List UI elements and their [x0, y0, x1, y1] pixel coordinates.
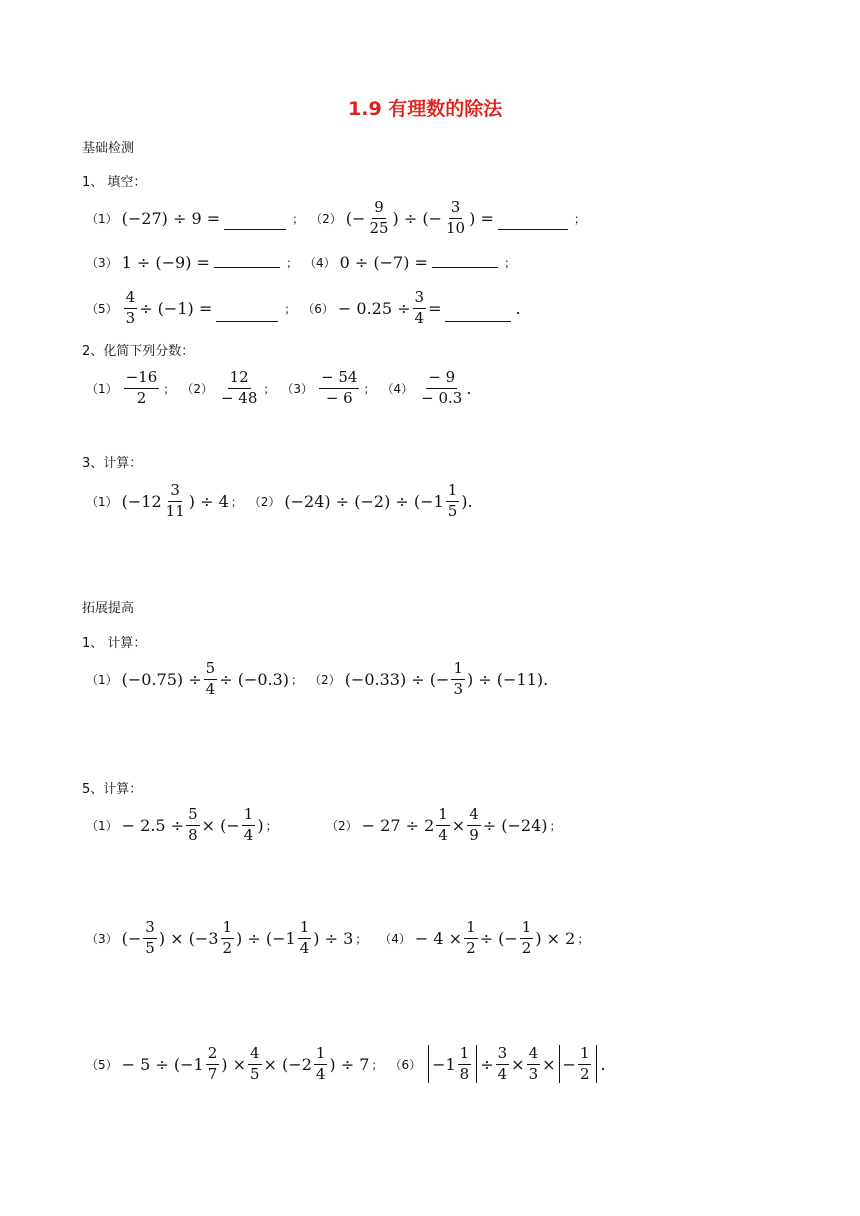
ext-q5-item-1: [86, 802, 284, 848]
expression-part: ÷: [480, 1054, 494, 1074]
question-3-label: 3、计算：: [82, 456, 143, 471]
absolute-value: [428, 1045, 477, 1083]
separator: ；: [503, 255, 516, 270]
item-label: （2）: [310, 211, 342, 226]
fraction: $\frac{1}{2}$: [222, 918, 233, 957]
fraction: $\frac{1}{5}$: [447, 481, 458, 520]
separator: ；: [363, 381, 376, 396]
expression-part: ) × 2: [535, 928, 576, 948]
expression-part: − 0.25 ÷: [337, 298, 411, 318]
expression: 1 ÷ (−9) =: [121, 252, 210, 272]
expression-part: − 27 ÷ 2: [361, 815, 435, 835]
item-label: （4）: [303, 255, 336, 270]
separator: ；: [230, 494, 243, 509]
expression-part: ×: [451, 815, 466, 835]
expression-part: × (−: [201, 815, 240, 835]
item-label: （4）: [381, 381, 414, 396]
separator: ；: [291, 672, 304, 687]
q1-row-2: [86, 248, 522, 276]
fraction: $\frac{4}{3}$: [125, 288, 136, 327]
expression-part: − 5 ÷ (−1: [121, 1054, 204, 1074]
q2-row: [86, 364, 471, 412]
expression-part: ) ÷ 3: [313, 928, 354, 948]
expression-part: − 4 ×: [414, 928, 463, 948]
fraction: $\frac{1}{8}$: [459, 1044, 470, 1083]
separator: ；: [163, 381, 176, 396]
fraction: $\frac{1}{4}$: [299, 918, 310, 957]
expression-part: ×: [542, 1054, 556, 1074]
fraction: $\frac{1}{4}$: [243, 805, 254, 844]
item-label: （3）: [281, 381, 314, 396]
fraction: $\frac{- 54}{- 6}$: [321, 368, 358, 407]
expression-part: ÷ (−0.3): [219, 669, 290, 689]
item-label: （1）: [86, 211, 118, 226]
fraction: $\frac{3}{5}$: [145, 918, 155, 957]
expression-part: (−12: [121, 491, 162, 511]
fraction: $\frac{3}{10}$: [446, 198, 466, 237]
fraction: $\frac{3}{11}$: [165, 481, 185, 520]
item-label: （3）: [86, 931, 118, 946]
separator: ；: [292, 211, 305, 226]
fraction: $\frac{3}{4}$: [414, 288, 425, 327]
fraction: $\frac{1}{2}$: [466, 918, 476, 957]
ext-q1-row: [86, 656, 548, 702]
item-label: （2）: [248, 494, 281, 509]
expression-part: ): [461, 491, 468, 511]
expression-part: ) × (−3: [158, 928, 219, 948]
item-label: （2）: [181, 381, 213, 396]
fraction: $\frac{1}{4}$: [438, 805, 448, 844]
page-title: 1.9 有理数的除法: [348, 98, 503, 120]
item-label: （4）: [379, 931, 411, 946]
item-label: （1）: [86, 818, 118, 833]
ext-question-1-label: 1、 计算：: [82, 636, 147, 651]
fraction: $\frac{1}{3}$: [453, 659, 463, 698]
expression-part: ) ÷ 7: [329, 1054, 370, 1074]
item-label: （1）: [86, 494, 118, 509]
expression-part: ) ÷ (−1: [236, 928, 296, 948]
expression-part: ÷ (−24): [482, 815, 548, 835]
fraction: $\frac{4}{9}$: [469, 805, 479, 844]
expression-part: ) ÷ 4: [188, 491, 229, 511]
separator: ；: [573, 211, 586, 226]
expression-part: (−0.33) ÷ (−: [344, 669, 450, 689]
question-2-label: 2、化简下列分数：: [82, 344, 195, 359]
separator: ；: [263, 381, 276, 396]
expression-part: × (−2: [263, 1054, 312, 1074]
answer-blank[interactable]: [498, 228, 568, 230]
expression: ÷ (−1) =: [139, 298, 213, 318]
answer-blank[interactable]: [224, 228, 286, 230]
period: .: [543, 669, 549, 689]
expression-part: ) =: [469, 208, 494, 228]
item-label: （5）: [86, 1057, 118, 1072]
fraction: $\frac{- 9}{- 0.3}$: [421, 368, 463, 407]
ext-q5-item-2: [326, 802, 568, 848]
ext-q5-row-2: [86, 915, 595, 961]
item-label: （6）: [389, 1057, 422, 1072]
answer-blank[interactable]: [432, 266, 498, 268]
item-label: （5）: [86, 301, 118, 316]
answer-blank[interactable]: [214, 266, 280, 268]
fraction: $\frac{2}{7}$: [207, 1044, 218, 1083]
expression-part: ): [257, 815, 264, 835]
absolute-value: [559, 1045, 598, 1083]
expression-part: ×: [511, 1054, 525, 1074]
fraction: $\frac{12}{- 48}$: [220, 368, 258, 407]
q3-row: [86, 478, 473, 524]
expression-part: ) ×: [221, 1054, 246, 1074]
fraction: $\frac{5}{4}$: [205, 659, 216, 698]
expression-part: − 2.5 ÷: [121, 815, 185, 835]
fraction: $\frac{4}{5}$: [250, 1044, 260, 1083]
fraction: $\frac{1}{2}$: [521, 918, 532, 957]
q1-row-1: [86, 198, 592, 238]
expression-part: (−0.75) ÷: [121, 669, 202, 689]
expression: (−27) ÷ 9 =: [121, 208, 221, 228]
item-label: （2）: [326, 818, 358, 833]
fraction: $\frac{3}{4}$: [497, 1044, 508, 1083]
period: .: [467, 491, 473, 511]
expression-part: −1: [432, 1054, 456, 1074]
separator: ；: [265, 818, 278, 833]
fraction: $\frac{1}{4}$: [315, 1044, 326, 1083]
expression-part: (−: [345, 208, 366, 228]
item-label: （6）: [302, 301, 334, 316]
item-label: （1）: [86, 381, 118, 396]
item-label: （1）: [86, 672, 118, 687]
period: .: [600, 1054, 606, 1074]
question-1-label: 1、 填空：: [82, 175, 147, 190]
separator: ；: [285, 255, 298, 270]
fraction: $\frac{4}{3}$: [528, 1044, 539, 1083]
expression-part: ÷ (−: [479, 928, 518, 948]
item-label: （2）: [309, 672, 341, 687]
fraction: $\frac{-16}{2}$: [125, 368, 158, 407]
expression-part: ) ÷ (−11): [466, 669, 544, 689]
expression-part: −: [562, 1054, 576, 1074]
expression-part: =: [428, 298, 442, 318]
answer-blank[interactable]: [445, 320, 511, 322]
fraction: $\frac{1}{2}$: [579, 1044, 590, 1083]
section-heading-extension: 拓展提高: [82, 601, 135, 616]
section-heading-basic: 基础检测: [82, 141, 135, 156]
separator: ；: [284, 301, 297, 316]
ext-question-5-label: 5、计算：: [82, 782, 143, 797]
fraction: $\frac{9}{25}$: [369, 198, 389, 237]
separator: ；: [577, 931, 590, 946]
expression-part: (−24) ÷ (−2) ÷ (−1: [284, 491, 444, 511]
fraction: $\frac{5}{8}$: [188, 805, 198, 844]
item-label: （3）: [86, 255, 118, 270]
period: .: [466, 378, 472, 398]
expression: 0 ÷ (−7) =: [339, 252, 428, 272]
answer-blank[interactable]: [216, 320, 278, 322]
separator: ；: [371, 1057, 384, 1072]
ext-q5-row-3: [86, 1040, 606, 1088]
separator: ；: [355, 931, 368, 946]
separator: ；: [549, 818, 562, 833]
expression-part: (−: [121, 928, 142, 948]
expression-part: ) ÷ (−: [392, 208, 443, 228]
period: .: [515, 298, 521, 318]
q1-row-3: [86, 286, 521, 330]
